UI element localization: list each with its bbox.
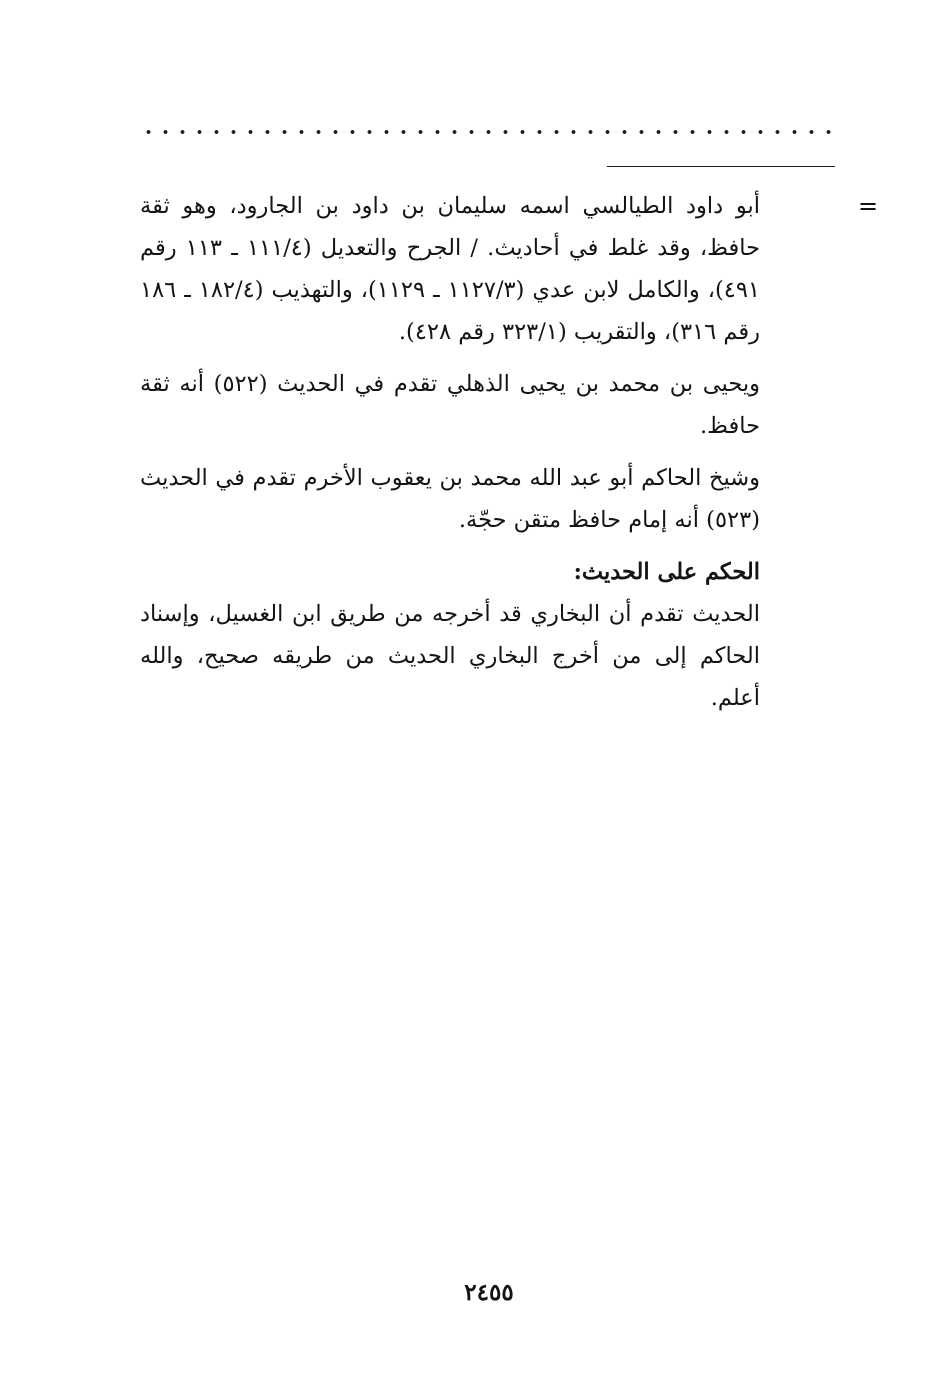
footnote-paragraph-2: ويحيى بن محمد بن يحيى الذهلي تقدم في الحديث (٥٢٢) أنه ثقة حافظ. bbox=[140, 371, 760, 439]
page-body bbox=[140, 185, 760, 719]
page-number: ٢٤٥٥ bbox=[464, 1279, 514, 1306]
continuation-mark: = bbox=[858, 192, 879, 220]
footnote-paragraph-1: أبو داود الطيالسي اسمه سليمان بن داود بن الجارود، وهو ثقة حافظ، وقد غلط في أحاديث. / الجرح والتعديل (١١١/٤ ـ ١١٣ رقم ٤٩١)، والكامل لابن عدي (١١٢٧/٣ ـ ١١٢٩)، والتهذيب (١٨٢/٤ ـ ١٨٦ رقم ٣١٦)، والتقريب (٣٢٣/١ رقم ٤٢٨). bbox=[140, 193, 761, 345]
ruling-heading: الحكم على الحديث: bbox=[573, 559, 760, 585]
footnote-paragraph-3: وشيخ الحاكم أبو عبد الله محمد بن يعقوب الأخرم تقدم في الحديث (٥٢٣) أنه إمام حافظ متقن حجّة. bbox=[140, 465, 760, 533]
dotted-separator bbox=[140, 126, 840, 138]
footnote-separator-line bbox=[607, 166, 835, 167]
ruling-text: الحديث تقدم أن البخاري قد أخرجه من طريق ابن الغسيل، وإسناد الحاكم إلى من أخرج البخاري الحديث من طريقه صحيح، والله أعلم. bbox=[140, 601, 760, 711]
